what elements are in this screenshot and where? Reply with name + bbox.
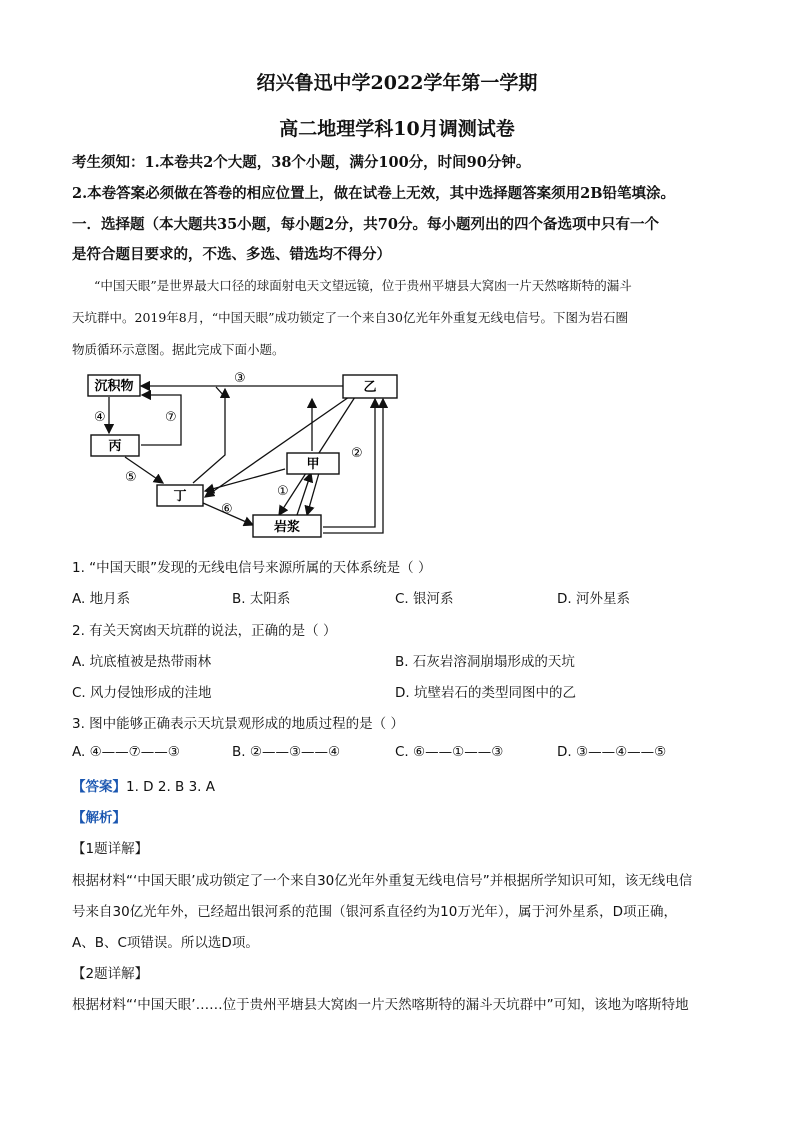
- detail-2-label: 【2题详解】: [72, 966, 149, 982]
- question-1-stem: 1. “中国天眼”发现的无线电信号来源所属的天体系统是（ ）: [72, 560, 432, 576]
- node-sediment: [88, 375, 140, 396]
- question-3-stem: 3. 图中能够正确表示天坑景观形成的地质过程的是（ ）: [72, 716, 404, 732]
- svg-text:甲: 甲: [306, 457, 320, 472]
- label-5: ⑤: [125, 470, 137, 485]
- svg-text:岩浆: 岩浆: [273, 520, 301, 535]
- detail-2-line-1: 根据材料“‘中国天眼’……位于贵州平塘县大窝凼一片天然喀斯特的漏斗天坑群中”可知，该地为喀斯特地: [72, 997, 689, 1013]
- question-2-option-b: B. 石灰岩溶洞崩塌形成的天坑: [395, 654, 575, 670]
- section-header-line-2: 是符合题目要求的，不选、多选、错选均不得分）: [72, 246, 391, 263]
- arrow-yi-ding: [205, 397, 349, 497]
- question-2-stem: 2. 有关天窝凼天坑群的说法，正确的是（ ）: [72, 623, 337, 639]
- analysis-label: 【解析】: [72, 810, 126, 826]
- question-3-option-c: C. ⑥——①——③: [395, 744, 504, 760]
- label-6: ⑥: [221, 502, 233, 517]
- svg-text:沉积物: 沉积物: [94, 379, 134, 394]
- node-ding: [157, 485, 203, 506]
- detail-1-line-3: A、B、C项错误。所以选D项。: [72, 935, 259, 951]
- node-magma: [253, 515, 321, 537]
- node-yi: [343, 375, 397, 398]
- material-line-1: “中国天眼”是世界最大口径的球面射电天文望远镜，位于贵州平塘县大窝凼一片天然喀斯特的漏斗: [94, 278, 632, 293]
- node-jia: [287, 453, 339, 474]
- label-1: ①: [277, 484, 289, 499]
- svg-text:丁: 丁: [173, 489, 187, 504]
- detail-1-label: 【1题详解】: [72, 841, 149, 857]
- rock-cycle-diagram: [85, 365, 405, 543]
- question-2-option-a: A. 坑底植被是热带雨林: [72, 654, 212, 670]
- arrow-ding-sediment: [193, 387, 225, 483]
- question-3-option-b: B. ②——③——④: [232, 744, 341, 760]
- label-2: ②: [351, 446, 363, 461]
- answer-label: 【答案】: [72, 779, 126, 795]
- detail-1-line-2: 号来自30亿光年外，已经超出银河系的范围（银河系直径约为10万光年），属于河外星系，D项正确，: [72, 904, 678, 920]
- detail-1-line-1: 根据材料“‘中国天眼’成功锁定了一个来自30亿光年外重复无线电信号”并根据所学知识可知，该无线电信: [72, 873, 693, 889]
- svg-text:乙: 乙: [363, 380, 377, 395]
- question-1-option-d: D. 河外星系: [557, 591, 630, 607]
- question-2-option-d: D. 坑壁岩石的类型同图中的乙: [395, 685, 576, 701]
- svg-text:丙: 丙: [108, 439, 122, 454]
- answer-values: 1. D 2. B 3. A: [126, 779, 215, 795]
- material-line-2: 天坑群中。2019年8月，“中国天眼”成功锁定了一个来自30亿光年外重复无线电信号。下图为岩石圈: [72, 310, 628, 325]
- notice-line-1: 考生须知：1.本卷共2个大题，38个小题，满分100分，时间90分钟。: [72, 154, 531, 171]
- question-2-option-c: C. 风力侵蚀形成的洼地: [72, 685, 212, 701]
- node-bing: [91, 435, 139, 456]
- exam-title-subject: 高二地理学科10月调测试卷: [279, 118, 515, 140]
- label-3: ③: [234, 371, 246, 386]
- section-header-line-1: 一．选择题（本大题共35小题，每小题2分，共70分。每小题列出的四个备选项中只有一个: [72, 216, 659, 233]
- question-1-option-c: C. 银河系: [395, 591, 454, 607]
- diagram-arrows: [109, 386, 383, 533]
- question-3-option-a: A. ④——⑦——③: [72, 744, 180, 760]
- label-4: ④: [94, 410, 106, 425]
- question-3-option-d: D. ③——④——⑤: [557, 744, 667, 760]
- label-7: ⑦: [165, 410, 177, 425]
- material-line-3: 物质循环示意图。据此完成下面小题。: [72, 342, 285, 357]
- notice-line-2: 2.本卷答案必须做在答卷的相应位置上，做在试卷上无效，其中选择题答案须用2B铅笔填涂。: [72, 185, 675, 202]
- question-1-option-a: A. 地月系: [72, 591, 131, 607]
- question-1-option-b: B. 太阳系: [232, 591, 291, 607]
- arrow-jia-ding: [205, 469, 285, 491]
- answer-line: [72, 775, 215, 795]
- exam-title-school: 绍兴鲁迅中学2022学年第一学期: [256, 72, 538, 94]
